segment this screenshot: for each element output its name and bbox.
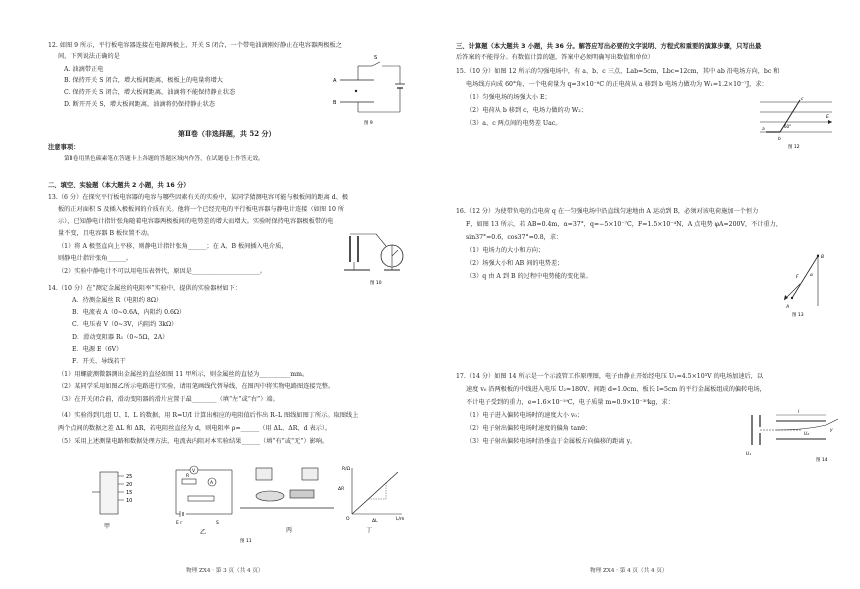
q17-line: 不计电子受到的重力，e=1.6×10⁻¹⁹C，电子质量 m=0.9×10⁻³⁰kg，求： [466, 399, 674, 406]
fig11-label-dr: ΔR [338, 487, 345, 492]
fig9-label-s: S [374, 55, 378, 61]
fig13-label-a: A [786, 305, 790, 310]
fig14-label-u2: U₂ [804, 432, 810, 437]
q15-line: 15.（10 分）如图 12 所示的匀强电场中，有 a、b、c 三点，Lab=5cm，Lbc=12cm，其中 ab 沿电场方向，bc 和 [456, 68, 780, 75]
q14-line: 14.（10 分）在“测定金属丝的电阻率”实验中，提供的实验器材如下： [48, 285, 242, 292]
fig11-label-jia: 甲 [104, 523, 111, 530]
fig13-label-alpha: α [810, 273, 813, 278]
fig11-tick: 20 [126, 482, 133, 488]
q12-stem-line1: 12. 如图 9 所示，平行板电容器连接在电源两极上，开关 S 闭合，一个带电油滴刚好静止在电容器两极板之 [48, 42, 342, 49]
q14-line: 两个点间的数据之差 ΔL 和 ΔR，若电阻丝直径为 d，则电阻率 ρ=______（用 ΔL、ΔR、d 表示）。 [58, 425, 332, 432]
fig9-label-b: B [333, 100, 337, 106]
fig11-tick: 15 [126, 490, 133, 496]
q16-line: F，如图 13 所示，若 AB=0.4m，α=37°，q=−5×10⁻⁷C，F=1.5×10⁻⁴N，A 点电势 φA=200V，不计重力， [466, 221, 783, 228]
fig11-axis-r: R/Ω [342, 467, 351, 472]
fig11-apparatus [240, 468, 334, 534]
q13-line: （1）将 A 极竖直向上平移，则静电计指针张角______；在 A、B 板间插入电介质， [58, 243, 288, 250]
fig11-caption: 图 11 [240, 539, 252, 544]
q17-line: 速度 v₀ 沿两极板的中线进入电压 U₂=180V、间距 d=1.0cm、板长 l=5cm 的平行金属板组成的偏转电场， [466, 386, 766, 393]
q16-line: （2）场强大小和 AB 间的电势差； [466, 260, 564, 267]
figure-11 [90, 462, 420, 544]
figure-12-uniform-field [756, 96, 836, 148]
fig11-label-yi: 乙 [200, 529, 207, 536]
part2-title: 第Ⅱ卷（非选择题，共 52 分） [178, 129, 276, 138]
q13-line: （2）实验中静电计不可以用电压表替代，原因是______________________。 [58, 268, 267, 275]
q14-line: （4）实验得到几组 U、I、L 的数据，用 R=U/I 计算出相应的电阻值后作出 R–L 图线如图丁所示。取图线上 [58, 412, 359, 419]
q16-line: （1）电场力的大小和方向； [466, 247, 545, 254]
fig14-caption: 图 14 [816, 458, 828, 463]
fig12-label-c: c [801, 97, 804, 102]
q12-option-c: C. 保持开关 S 闭合，增大板间距离，油滴将不能保持静止状态 [64, 89, 236, 96]
q17-line: 17.（14 分）如图 14 所示是一个示波管工作原理图，电子由静止开始经电压 U₁=4.5×10³V 的电场加速后，以 [456, 373, 764, 380]
fig11-label-er: E r [176, 521, 183, 526]
fig11-origin: O [346, 517, 350, 522]
q15-line: （2）电荷从 b 移到 c，电场力做的功 W₂； [466, 107, 587, 114]
q16-line: 16.（12 分）为使带负电的点电荷 q 在一匀强电场中沿直线匀速地由 A 运动到 B，必须对该电荷施加一个恒力 [456, 208, 759, 215]
q13-line: 则静电计指针张角______。 [58, 255, 133, 262]
fig11-label-dl: ΔL [372, 519, 378, 524]
fig14-label-l: l [798, 410, 800, 415]
fig11-micrometer [92, 472, 132, 530]
q15-line: 电场线方向成 60°角，一个电荷量为 q=3×10⁻⁸C 的正电荷从 a 移到 b 电场力做功为 W₁=1.2×10⁻⁷J，求： [466, 81, 768, 88]
q14-line: C．电压表 V（0~3V，内阻约 3kΩ） [72, 321, 178, 328]
figure-10-electrometer [340, 230, 410, 285]
q14-line: E．电源 E（6V） [72, 346, 123, 353]
q14-line: （3）在开关闭合前，滑动变阻器的滑片应置于最________（填“左”或“右”）端。 [58, 396, 279, 403]
fig9-caption: 图 9 [364, 121, 373, 126]
fig13-label-f: F [796, 275, 799, 280]
q17-line: （2）电子射出偏转电场时速度的偏角 tanθ； [466, 425, 591, 432]
q12-option-d: D. 断开开关 S，增大板间距离，油滴将仍保持静止状态 [64, 101, 216, 108]
fig10-caption: 图 10 [370, 281, 382, 286]
q12-option-b: B. 保持开关 S 闭合，增大板间距离，极板上的电量将增大 [64, 77, 223, 84]
fig12-label-b: b [778, 137, 781, 142]
notice-text: 第Ⅱ卷用黑色碳素笔在答题卡上各题的答题区域内作答，在试题卷上作答无效。 [64, 156, 264, 162]
fig13-label-b: B [821, 255, 825, 260]
q13-line: 13.（6 分）在探究平行板电容器的电容与哪些因素有关的实验中，某同学猜测电容可能与极板间的距离 d、极 [48, 194, 349, 201]
q14-line: B．电流表 A（0~0.6A，内阻约 0.6Ω） [72, 309, 186, 316]
fig11-axis-l: L/m [396, 517, 405, 522]
svg-text:V: V [192, 469, 196, 474]
figure-14-oscilloscope-tube [746, 405, 842, 467]
q17-line: （1）电子进入偏转电场时的速度大小 v₀； [466, 412, 584, 419]
fig11-label-r: R [186, 474, 190, 479]
q12-stem-line2: 间，下列说法正确的是 [58, 53, 120, 60]
q13-line: 板的正对面积 S 及插入极板间的介质有关。他将一个已经充电的平行板电容器与静电计连接（如图 10 所 [58, 206, 345, 213]
section2-title: 二、填空、实验题（本大题共 2 小题，共 16 分） [48, 182, 190, 189]
fig9-label-a: A [333, 78, 337, 84]
q14-line: （2）某同学采用如图乙所示电路进行实验，请用笔画线代替导线，在图丙中将实物电路图连接完整。 [58, 383, 335, 390]
fig11-label-s: S [216, 521, 219, 526]
q15-line: （3）a、c 两点间的电势差 Uac。 [466, 120, 562, 127]
right-footer: 物理 ZX4 · 第 4 页（共 4 页） [590, 568, 668, 574]
figure-13-force-diagram [778, 248, 828, 318]
fig12-label-angle: 60° [784, 124, 792, 129]
figure-9-capacitor-circuit [330, 55, 410, 126]
q14-line: F．开关、导线若干 [72, 358, 126, 365]
right-page [430, 0, 860, 589]
fig14-label-u1: U₁ [746, 452, 752, 457]
q16-line: （3）q 由 A 到 B 的过程中电势能的变化量。 [466, 273, 592, 280]
fig11-tick: 10 [126, 498, 133, 504]
fig13-caption: 图 13 [792, 313, 804, 318]
q14-line: D．滑动变阻器 R₁（0~5Ω，2A） [72, 334, 169, 341]
fig11-label-bing: 丙 [286, 527, 293, 534]
q12-option-a: A. 油滴带正电 [64, 66, 104, 73]
fig12-caption: 图 12 [788, 145, 800, 150]
q16-line: sin37°=0.6，cos37°=0.8，求： [466, 234, 563, 241]
fig11-circuit [176, 466, 232, 536]
svg-text:A: A [210, 481, 214, 486]
fig12-label-e: E [826, 115, 829, 120]
q14-line: （5）采用上述测量电路和数据处理方法，电流表内阻对本实验结果______（填“有”或“无”）影响。 [58, 438, 329, 445]
fig11-graph [338, 466, 404, 534]
q13-line: 量不变，且电容器 B 板位置不动。 [58, 230, 154, 237]
notice-title: 注意事项： [48, 144, 80, 151]
q17-line: （3）电子射出偏转电场时沿垂直于金属板方向偏移的距离 y。 [466, 438, 637, 445]
q14-line: （1）用螺旋测微器测出金属丝的直径如图 11 甲所示，则金属丝的直径为__________mm。 [58, 371, 309, 378]
section3-title: 三、计算题（本大题共 3 小题，共 36 分。解答应写出必要的文字说明、方程式和重要的演算步骤，只写出最 [456, 43, 762, 50]
fig12-label-a: a [762, 127, 765, 132]
fig11-label-ding: 丁 [366, 527, 373, 534]
q15-line: （1）匀强电场的场强大小 E； [466, 94, 551, 101]
fig11-tick: 25 [126, 474, 133, 480]
q14-line: A．待测金属丝 R（电阻约 8Ω） [72, 297, 163, 304]
left-footer: 物理 ZX4 · 第 3 页（共 4 页） [186, 568, 264, 574]
fig14-label-y: y [830, 428, 833, 433]
q13-line: 示），已知静电计指针张角随着电容器两极板间的电势差的增大而增大。实验时保持电容器极板带的电 [58, 218, 334, 225]
section3-line2: 后答案的不能得分。有数值计算的题，答案中必须明确写出数值和单位） [456, 54, 654, 61]
